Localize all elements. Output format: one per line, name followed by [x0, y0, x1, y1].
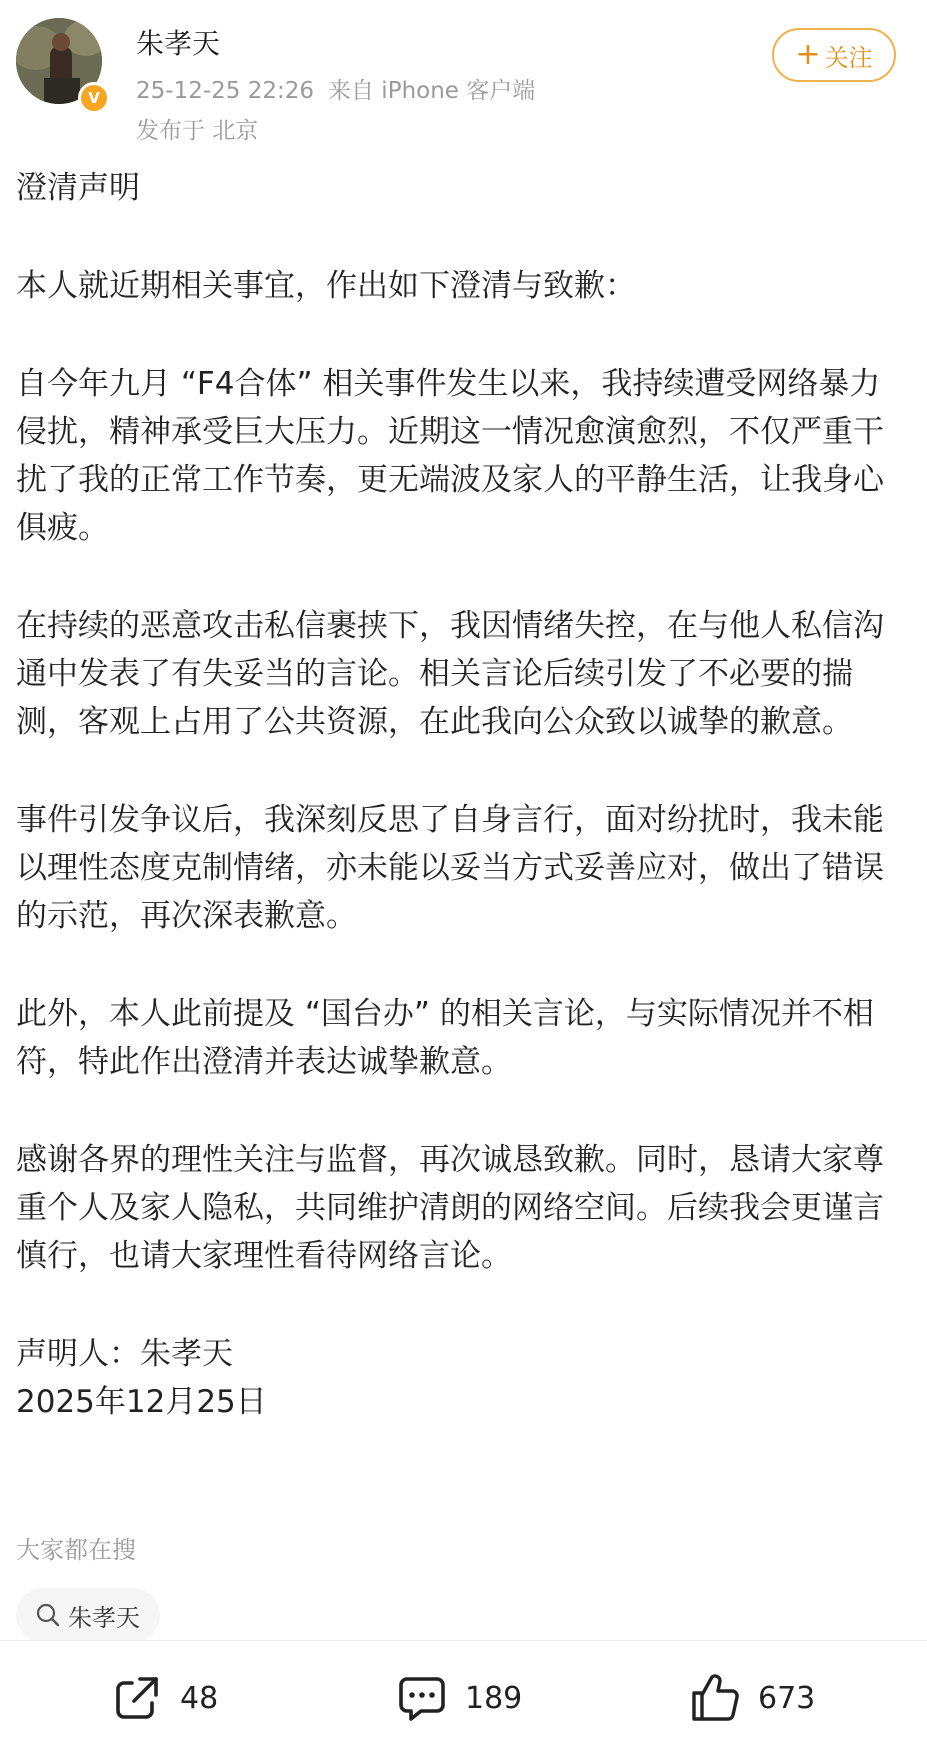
share-icon [110, 1671, 164, 1725]
post-title: 澄清声明 [16, 170, 140, 206]
post-paragraph: 感谢各界的理性关注与监督，再次诚恳致歉。同时，恳请大家尊重个人及家人隐私，共同维护清朗的网络空间。后续我会更谨言慎行，也请大家理性看待网络言论。 [16, 1142, 884, 1274]
post-source: 来自 iPhone 客户端 [328, 78, 536, 104]
post-body [16, 164, 906, 1426]
share-button[interactable] [110, 1663, 218, 1733]
like-count: 673 [758, 1680, 816, 1716]
trending-search-chip[interactable] [16, 1588, 160, 1642]
follow-label: 关注 [824, 43, 873, 72]
follow-button[interactable] [772, 28, 896, 82]
plus-icon: + [795, 37, 821, 72]
post-location: 发布于 北京 [136, 118, 259, 144]
post-meta [136, 72, 535, 105]
post-timestamp: 25-12-25 22:26 [136, 78, 314, 104]
search-icon [34, 1601, 62, 1629]
like-button[interactable] [688, 1663, 815, 1733]
post-paragraph: 本人就近期相关事宜，作出如下澄清与致歉： [16, 268, 636, 304]
trending-search-text: 朱孝天 [68, 1603, 140, 1632]
post-paragraph: 自今年九月 “F4合体” 相关事件发生以来，我持续遭受网络暴力侵扰，精神承受巨大压力。近期这一情况愈演愈烈，不仅严重干扰了我的正常工作节奏，更无端波及家人的平静生活，让我身心俱疲。 [16, 366, 884, 546]
post-header [0, 0, 927, 150]
post-paragraph: 在持续的恶意攻击私信裹挟下，我因情绪失控，在与他人私信沟通中发表了有失妥当的言论。相关言论后续引发了不必要的揣测，客观上占用了公共资源，在此我向公众致以诚挚的歉意。 [16, 608, 884, 740]
trending-search-label: 大家都在搜 [16, 1536, 136, 1564]
post-paragraph: 事件引发争议后，我深刻反思了自身言行，面对纷扰时，我未能以理性态度克制情绪，亦未能以妥当方式妥善应对，做出了错误的示范，再次深表歉意。 [16, 802, 884, 934]
comment-icon [395, 1671, 449, 1725]
verified-badge-icon: V [78, 82, 110, 114]
post-date: 2025年12月25日 [16, 1384, 267, 1420]
action-bar [0, 1641, 927, 1754]
share-count: 48 [180, 1680, 219, 1716]
author-name[interactable]: 朱孝天 [136, 27, 221, 60]
comment-count: 189 [465, 1680, 523, 1716]
post-paragraph: 此外，本人此前提及 “国台办” 的相关言论，与实际情况并不相符，特此作出澄清并表达诚挚歉意。 [16, 996, 874, 1080]
post-signature: 声明人：朱孝天 [16, 1336, 233, 1372]
comment-button[interactable] [395, 1663, 522, 1733]
thumbs-up-icon [688, 1671, 742, 1725]
